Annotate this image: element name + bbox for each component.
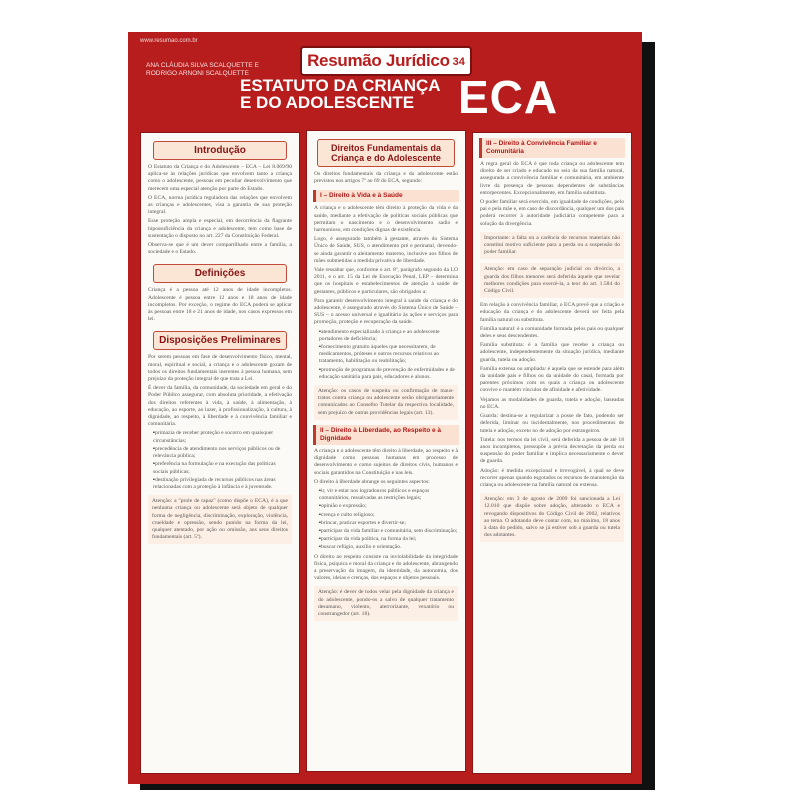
paragraph: Esse proteção ampla e especial, em decorrência da flagrante hipossuficiência da criança e adolescente, tem como base de sustentação o disposto no art. 227 da Constituição Federal. xyxy=(148,218,292,239)
list-item: ▪ buscar refúgio, auxílio e orientação. xyxy=(319,544,458,551)
brand-name: Resumão Jurídico xyxy=(307,51,450,70)
section-heading-direitos: Direitos Fundamentais da Criança e do Adolescente xyxy=(317,139,455,167)
list-item: ▪ brincar, praticar esportes e divertir-se; xyxy=(319,520,458,527)
list-item: ▪ promoção de programas de prevenção de enfermidades e de educação sanitária para pais, educadores e alunos. xyxy=(319,367,458,381)
list-item: ▪ fornecimento gratuito àqueles que necessitarem, de medicamentos, próteses e outros recursos relativos ao tratamento, habilitação ou reabilitação; xyxy=(319,344,458,366)
paragraph: Vale ressaltar que, conforme o art. 8º, parágrafo segundo da LO 2011, e o art. 15 da Lei de Execução Penal, LEP – determina que os hospitais e estabelecimentos de atenção à saúde de gestantes, públicos e particulares, são obrigados a: xyxy=(314,267,458,295)
important-note: Importante: a falta ou a carência de recursos materiais não constitui motivo suficiente para a perda ou a suspensão do poder familiar. xyxy=(480,232,624,260)
subheading-vida: I – Direito à Vida e à Saúde xyxy=(313,190,459,202)
paragraph: Vejamos as modalidades de guarda, tutela e adoção, baseadas no ECA. xyxy=(480,396,624,410)
paragraph: O direito ao respeito consiste na inviolabilidade da integridade física, psíquica e moral da criança e do adolescente, abrangendo a preservação da imagem, da identidade, da autonomia, dos valores, ideias e crenças, dos espaços e objetos pessoais. xyxy=(314,553,458,582)
site-url: www.resumao.com.br xyxy=(140,38,198,44)
paragraph: Logo, é assegurado também à gestante, através do Sistema Único de Saúde, SUS, o atendimento pré e perinatal, devendo-se ainda garantir o aleitamento materno, inclusive aos filhos de mães submetidas a medida privativa de liberdade. xyxy=(314,236,458,264)
paragraph: A regra geral do ECA é que toda criança ou adolescente tem direito de ser criado e educado no seio da sua família natural, assegurada a convivência familiar e comunitária, em ambiente livre da presença de pessoas dependentes de substâncias entorpecentes. Excepcionalmente, em família substituta. xyxy=(480,161,624,196)
paragraph: O Estatuto da Criança e do Adolescente – ECA – Lei 8.069/90 aplica-se às relações jurídicas que envolvem tanto a criança como o adolescente, pessoas em peculiar desenvolvimento que merecem uma especial atenção por parte do Estado. xyxy=(148,164,292,192)
paragraph: Em relação à convivência familiar, o ECA prevê que a criação e educação da criança e do adolescente deverá ser feita pela família natural ou substituta. xyxy=(480,302,624,323)
paragraph: A criança e o adolescente têm direito à liberdade, ao respeito e à dignidade como pessoas humanas em processo de desenvolvimento e como sujeitos de direitos civis, humanos e sociais garantidos na Constituição e nas leis. xyxy=(314,447,458,476)
list-item: ▪ participar da vida política, na forma da lei; xyxy=(319,536,458,543)
attention-note: Atenção: a "prole de rapaz" (como dispõe o ECA), é a que nenhuma criança ou adolescente será objeto de qualquer forma de negligência, discriminação, exploração, violência, crueldade e opressão, sendo punido na forma da lei, qualquer atentado, por ação ou omissão, aos seus direitos fundamentais (art. 5º). xyxy=(148,495,292,544)
paragraph: Os direitos fundamentais da criança e do adolescente estão previstos nos artigos 7º ao 69 do ECA, segundo: xyxy=(314,171,458,185)
author-line: ANA CLÁUDIA SILVA SCALQUETTE E xyxy=(146,62,259,69)
section-heading-definicoes: Definições xyxy=(153,264,287,283)
brand-number: 34 xyxy=(452,56,465,68)
paragraph: Para garantir desenvolvimento integral à saúde da criança e do adolescente, é assegurado através do Sistema Único de Saúde – SUS – o acesso universal e igualitário às ações e serviços para promoção, proteção e recuperação da saúde. xyxy=(314,297,458,326)
column-left xyxy=(140,132,300,774)
paragraph: O direito à liberdade abrange os seguintes aspectos: xyxy=(314,478,430,485)
subheading-liberdade: II – Direito à Liberdade, ao Respeito e à Dignidade xyxy=(313,425,459,445)
attention-note: Atenção: os casos de suspeita ou confirmação de maus-tratos contra criança ou adolescente serão obrigatoriamente comunicados ao Conselho Tutelar da respectiva localidade, sem prejuízo de outras providências legais (art. 13). xyxy=(314,385,458,420)
list-item: ▪ opinião e expressão; xyxy=(319,503,458,510)
paragraph: O ECA, norma jurídica reguladora das relações que envolvem as crianças e adolescentes, visa a garantia de sua proteção integral. xyxy=(148,194,292,216)
paragraph: Por serem pessoas em fase de desenvolvimento físico, mental, moral, espiritual e social, a criança e o adolescente gozam de todos os direitos fundamentais inerentes à pessoa humana, sem prejuízo da proteção integral de que trata a Lei. xyxy=(148,354,292,383)
paragraph-familia-extensa: Família extensa ou ampliada: é aquela que se estende para além da unidade pais e filhos ou da unidade do casal, formada por parentes próximos com os quais a criança ou adolescente convive e mantém vínculos de afinidade e afetividade. xyxy=(480,365,624,394)
list-item: ▪ destinação privilegiada de recursos públicos nas áreas relacionadas com a proteção à infância e à juventude. xyxy=(153,477,292,491)
paragraph: É dever da família, da comunidade, da sociedade em geral e do Poder Público assegurar, com absoluta prioridade, a efetivação dos direitos referentes à vida, à saúde, à alimentação, à educação, ao esporte, ao lazer, à profissionalização, à cultura, à dignidade, ao respeito, à liberdade e à convivência familiar e comunitária. xyxy=(148,385,292,428)
list-item: ▪ primazia de receber proteção e socorro em quaisquer circunstâncias; xyxy=(153,430,292,444)
paragraph-familia-natural: Família natural: é a comunidade formada pelos pais ou qualquer deles e seus descendentes. xyxy=(480,325,624,340)
laminate-sheet xyxy=(128,32,642,784)
paragraph: Criança é a pessoa até 12 anos de idade incompletos. Adolescente é pessoa entre 12 anos e 18 anos de idade incompletos. Por exceção, o regime do ECA poderá se aplicar às pessoas entre 18 e 21 anos de idade, nos casos expressos em lei. xyxy=(148,287,292,323)
list-item: ▪ precedência de atendimento nos serviços públicos ou de relevância pública; xyxy=(153,446,292,460)
list-item: ▪ participar da vida familiar e comunitária, sem discriminação; xyxy=(319,528,458,535)
paragraph: Observa-se que é um dever compartilhado entre a família, a sociedade e o Estado. xyxy=(148,242,292,256)
page-title xyxy=(240,77,441,111)
attention-note: Atenção: em caso de separação judicial ou divórcio, a guarda dos filhos menores será deferida àquele que revelar melhores condições para exercê-la, a teor do art. 1.584 do Código Civil. xyxy=(480,263,624,298)
paragraph: O poder familiar será exercido, em igualdade de condições, pelo pai e pela mãe e, em caso de discordância, qualquer um dos pais poderá recorrer à autoridade judiciária competente para a solução da divergência. xyxy=(480,199,624,227)
list-item: ▪ crença e culto religioso; xyxy=(319,512,458,519)
list-item: ▪ ir, vir e estar nos logradouros públicos e espaços comunitários, ressalvadas as restrições legais; xyxy=(319,488,458,502)
brand-logo xyxy=(300,46,472,76)
title-line: ESTATUTO DA CRIANÇA xyxy=(240,76,441,95)
section-heading-disposicoes: Disposições Preliminares xyxy=(153,331,287,350)
author-line: RODRIGO ARNONI SCALQUETTE xyxy=(146,70,249,77)
paragraph-guarda: Guarda: destina-se a regularizar a posse de fato, podendo ser deferida, liminar ou incidentalmente, nos procedimentos de tutela e adoção, exceto no de adoção por estrangeiros. xyxy=(480,413,624,434)
attention-note: Atenção: é dever de todos velar pela dignidade da criança e do adolescente, pondo-os a salvo de qualquer tratamento desumano, violento, aterrorizante, vexatório ou constrangedor (art. 18). xyxy=(314,586,458,621)
list-item: ▪ atendimento especializado à criança e ao adolescente portadores de deficiência; xyxy=(319,329,458,343)
column-middle xyxy=(306,130,466,772)
paragraph-tutela: Tutela: nos termos da lei civil, será deferida a pessoa de até 18 anos incompletos, pressupõe a prévia decretação da perda ou suspensão do poder familiar e implica necessariamente o dever de guarda. xyxy=(480,436,624,465)
section-heading-introducao: Introdução xyxy=(153,141,287,160)
title-line: E DO ADOLESCENTE xyxy=(240,93,415,112)
attention-note: Atenção: em 3 de agosto de 2009 foi sancionada a Lei 12.010 que dispõe sobre adoção, alterando o ECA e revogando dispositivos do Código Civil de 2002, relativos ao tema. O adotando deve contar com, no máximo, 18 anos à data do pedido, salvo se já estiver sob a guarda ou tutela dos adotantes. xyxy=(480,493,624,542)
paragraph-familia-substituta: Família substituta: é a família que recebe a criança ou adolescente, independentemente da situação jurídica, mediante guarda, tutela ou adoção. xyxy=(480,342,624,363)
subheading-convivencia: III – Direito à Convivência Familiar e Comunitária xyxy=(479,138,625,158)
eca-acronym: ECA xyxy=(458,71,559,123)
paragraph-adocao: Adoção: é medida excepcional e irrevogável, à qual se deve recorrer apenas quando esgotados os recursos de manutenção da criança ou adolescente na família natural ou extensa. xyxy=(480,467,624,488)
list-item: ▪ preferência na formulação e na execução das políticas sociais públicas; xyxy=(153,461,292,475)
paragraph: A criança e o adolescente têm direito à proteção da vida e da saúde, mediante a efetivação de políticas sociais públicas que permitam o nascimento e o desenvolvimento sadio e harmonioso, em condições dignas de existência. xyxy=(314,205,458,234)
column-right xyxy=(472,132,632,774)
